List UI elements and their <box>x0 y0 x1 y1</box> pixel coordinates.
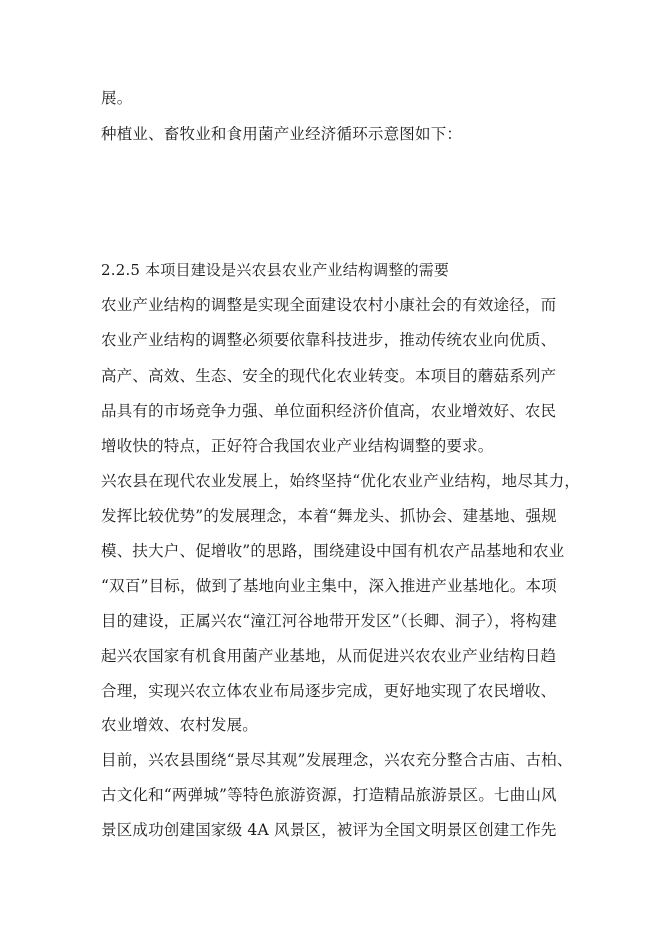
paragraph-1-line: 高产、高效、生态、安全的现代化农业转变。本项目的蘑菇系列产 <box>101 367 557 385</box>
text-line: 种植业、畜牧业和食用菌产业经济循环示意图如下： <box>101 125 463 143</box>
paragraph-1-line: 增收快的特点，正好符合我国农业产业结构调整的要求。 <box>101 437 494 455</box>
paragraph-3-line: 目前，兴农县围绕“景尽其观”发展理念，兴农充分整合古庙、古柏、 <box>101 751 573 769</box>
paragraph-2-line: 发挥比较优势”的发展理念，本着“舞龙头、抓协会、建基地、强规 <box>101 507 557 525</box>
paragraph-1-line: 农业产业结构的调整是实现全面建设农村小康社会的有效途径，而 <box>101 296 557 314</box>
paragraph-3-line: 景区成功创建国家级 4A 风景区，被评为全国文明景区创建工作先 <box>101 821 557 839</box>
paragraph-2-line: 农业增效、农村发展。 <box>101 716 259 734</box>
paragraph-2-line: 目的建设，正属兴农“潼江河谷地带开发区”（长卿、洞子），将构建 <box>101 612 558 630</box>
paragraph-2-line: “双百”目标，做到了基地向业主集中，深入推进产业基地化。本项 <box>101 577 557 595</box>
paragraph-2-line: 兴农县在现代农业发展上，始终坚持“优化农业产业结构，地尽其力， <box>101 472 581 490</box>
section-heading: 2.2.5 本项目建设是兴农县农业产业结构调整的需要 <box>101 261 450 279</box>
paragraph-2-line: 起兴农国家有机食用菌产业基地，从而促进兴农农业产业结构日趋 <box>101 647 557 665</box>
paragraph-2-line: 合理，实现兴农立体农业布局逐步完成，更好地实现了农民增收、 <box>101 682 557 700</box>
paragraph-2-line: 模、扶大户、促增收”的思路，围绕建设中国有机农产品基地和农业 <box>101 542 565 560</box>
paragraph-1-line: 品具有的市场竞争力强、单位面积经济价值高，农业增效好、农民 <box>101 402 557 420</box>
paragraph-1-line: 农业产业结构的调整必须要依靠科技进步，推动传统农业向优质、 <box>101 331 557 349</box>
paragraph-3-line: 古文化和“两弹城”等特色旅游资源，打造精品旅游景区。七曲山风 <box>101 786 557 804</box>
text-line: 展。 <box>101 89 133 107</box>
